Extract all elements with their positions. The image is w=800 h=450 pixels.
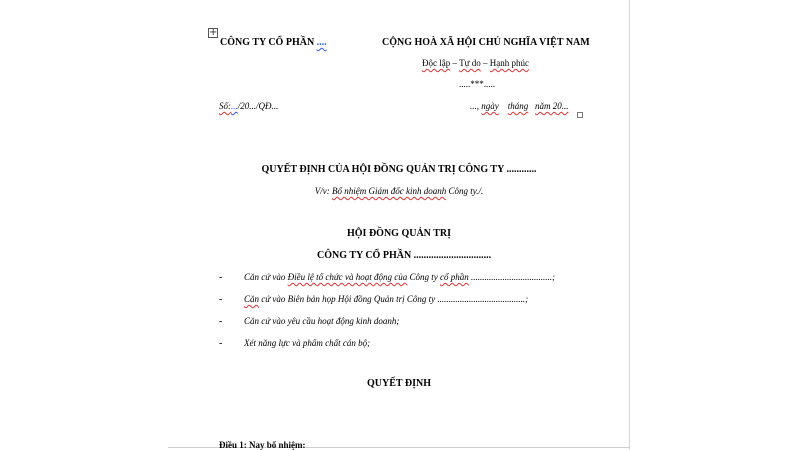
motto-independence: Độc lập [422, 58, 451, 68]
decision-heading: QUYẾT ĐỊNH [367, 378, 431, 389]
motto-happiness: Hạnh phúc [489, 58, 529, 68]
bullet-dash-2: - [219, 294, 223, 305]
bullet-1-flag: Điều lệ tổ chức và hoạt động của [287, 272, 408, 282]
motto [422, 58, 529, 68]
motto-separator-1: – [450, 58, 460, 68]
number-rest: /20.../QĐ... [237, 101, 279, 111]
number-blank: ... [231, 101, 238, 111]
date-lead: ..., [470, 101, 482, 111]
number-label: Số: [219, 101, 231, 111]
bullet-1-mid: Công ty [407, 272, 441, 282]
date-line [470, 101, 569, 111]
decision-number [219, 101, 278, 111]
company-prefix: CÔNG TY CỔ PHẦN [220, 37, 315, 48]
bullet-1-post: ....................................; [468, 272, 556, 282]
subject-suffix: Công ty./. [446, 186, 484, 196]
motto-separator-2: – [480, 58, 490, 68]
motto-freedom: Tự do [459, 58, 481, 68]
bullet-item-2 [244, 294, 528, 304]
bullet-item-1 [244, 272, 555, 282]
company-blank: .... [316, 37, 327, 48]
bullet-dash-1: - [219, 272, 223, 283]
bullet-dash-4: - [219, 338, 223, 349]
ornament: .....***..... [459, 79, 495, 89]
company-name [220, 37, 327, 48]
bullet-item-4: Xét năng lực và phẩm chất cán bộ; [244, 338, 371, 348]
date-year: năm 20... [535, 101, 569, 111]
board-title: HỘI ĐỒNG QUẢN TRỊ [347, 228, 451, 239]
table-move-handle-icon[interactable]: + [209, 27, 218, 38]
document-subject [168, 186, 630, 196]
subject-link: Bổ nhiệm Giám đốc kinh doanh [332, 186, 447, 196]
bullet-item-3: Căn cứ vào yêu cầu hoạt động kinh doanh; [244, 316, 400, 326]
date-day: ngày [481, 101, 499, 111]
date-month: tháng [507, 101, 529, 111]
article-1-heading: Điều 1: Nay bổ nhiệm: [219, 440, 306, 450]
table-resize-handle-icon[interactable] [577, 112, 583, 118]
bullet-dash-3: - [219, 316, 223, 327]
nation-title: CỘNG HOÀ XÃ HỘI CHỦ NGHĨA VIỆT NAM [382, 37, 590, 48]
board-company: CÔNG TY CỔ PHẦN ............................... [317, 250, 492, 261]
bullet-2-post: cứ vào Biên bản họp Hội đồng Quản trị Công ty .......................................; [259, 294, 529, 304]
bullet-1-flag2: cổ phần [440, 272, 469, 282]
document-title: QUYẾT ĐỊNH CỦA HỘI ĐỒNG QUẢN TRỊ CÔNG TY ............ [261, 164, 537, 175]
subject-prefix: V/v: [314, 186, 332, 196]
bullet-1-pre: Căn cứ vào [244, 272, 288, 282]
bullet-2-flag: Căn [244, 294, 260, 304]
